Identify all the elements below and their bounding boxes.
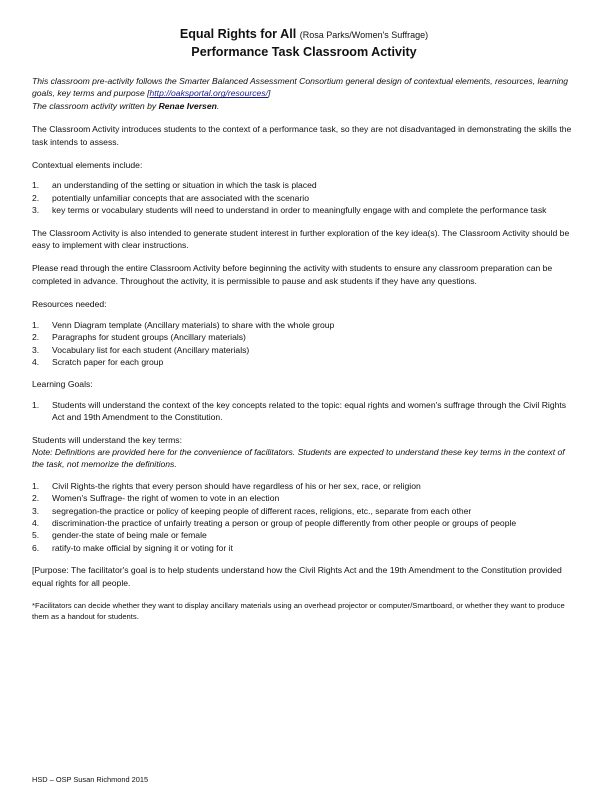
list-number: 6. [32, 542, 40, 553]
list-item [32, 319, 576, 331]
purpose-paragraph: [Purpose: The facilitator's goal is to help students understand how the Civil Rights Act and the 19th Amendment to the Constitution provided equal rights for all people. [32, 565, 562, 588]
list-number: 3. [32, 344, 40, 355]
read-through-paragraph: Please read through the entire Classroom Activity before beginning the activity with students to ensure any classroom preparation can be completed in advance. Throughout the activity, it is permissible to pause and ask students if they have any questions. [32, 263, 553, 286]
list-text: ratify-to make official by signing it or voting for it [52, 542, 233, 553]
title-subtitle: (Rosa Parks/Women's Suffrage) [299, 30, 429, 40]
list-text: discrimination-the practice of unfairly treating a person or group of people differently from other people or groups of people [52, 517, 517, 528]
list-text: Vocabulary list for each student (Ancillary materials) [52, 344, 250, 355]
interest-paragraph: The Classroom Activity is also intended to generate student interest in further exploration of the key idea(s). The Classroom Activity should be easy to implement with clear instructions. [32, 227, 570, 251]
list-item [32, 492, 576, 504]
list-text: segregation-the practice or policy of keeping people of different races, religions, etc., separate from each other [52, 505, 472, 516]
intro-bracket: ] [267, 88, 271, 99]
list-text: an understanding of the setting or situation in which the task is placed [52, 180, 317, 191]
list-text: potentially unfamiliar concepts that are associated with the scenario [52, 192, 309, 203]
list-item [32, 179, 576, 191]
list-number: 3. [32, 505, 40, 516]
list-item [32, 517, 576, 529]
list-number: 1. [32, 319, 40, 330]
facilitator-note: *Facilitators can decide whether they want to display ancillary materials using an overhead projector or computer/Smartboard, or whether they want to produce them as a handout for students. [32, 601, 565, 621]
list-item [32, 399, 576, 424]
list-number: 1. [32, 180, 40, 191]
list-item [32, 529, 576, 541]
contextual-heading: Contextual elements include: [32, 160, 143, 171]
list-number: 1. [32, 480, 40, 491]
resources-list [32, 319, 576, 369]
page-footer: HSD – OSP Susan Richmond 2015 [32, 775, 149, 784]
learning-goals-heading: Learning Goals: [32, 379, 93, 390]
key-terms-note: Note: Definitions are provided here for the convenience of facilitators. Students are expected to understand these key terms in the context of the task, not memorize the definitions. [32, 446, 565, 470]
key-terms-list [32, 480, 576, 554]
page-title-line2: Performance Task Classroom Activity [191, 45, 417, 59]
intro-text: This classroom pre-activity follows the Smarter Balanced Assessment Consortium general design of contextual elements, resources, learning goals, key terms and purpose [ [32, 76, 569, 99]
list-number: 1. [32, 399, 40, 410]
list-number: 5. [32, 530, 40, 541]
list-text: Women's Suffrage- the right of women to vote in an election [52, 493, 280, 504]
list-item [32, 204, 576, 216]
author-name: Renae Iversen [158, 100, 217, 111]
list-item [32, 192, 576, 204]
list-text: Paragraphs for student groups (Ancillary materials) [52, 332, 246, 343]
list-text: Venn Diagram template (Ancillary materials) to share with the whole group [52, 319, 335, 330]
list-item [32, 480, 576, 492]
key-terms-heading: Students will understand the key terms: [32, 434, 182, 445]
list-item [32, 344, 576, 356]
page-title [32, 26, 576, 44]
list-number: 2. [32, 332, 40, 343]
document-page [32, 26, 576, 633]
learning-goals-list [32, 399, 576, 424]
resources-heading: Resources needed: [32, 299, 107, 310]
resources-link[interactable]: http://oaksportal.org/resources/ [149, 88, 268, 99]
author-prefix: The classroom activity written by [32, 100, 159, 111]
list-number: 4. [32, 356, 40, 367]
list-text: Students will understand the context of the key concepts related to the topic: equal rights and women's suffrage through the Civil Rights Act and 19th Amendment to the Constitution. [52, 399, 567, 423]
author-suffix: . [216, 100, 220, 111]
list-item [32, 505, 576, 517]
list-text: Scratch paper for each group [52, 356, 164, 367]
list-item [32, 542, 576, 554]
list-number: 2. [32, 192, 40, 203]
intro-paragraph [32, 75, 576, 112]
list-number: 3. [32, 205, 40, 216]
list-item [32, 356, 576, 368]
intro-context-paragraph: The Classroom Activity introduces students to the context of a performance task, so they are not disadvantaged in demonstrating the skills the task intends to assess. [32, 124, 572, 147]
list-item [32, 331, 576, 343]
title-main: Equal Rights for All [179, 27, 297, 41]
contextual-list [32, 179, 576, 216]
list-text: key terms or vocabulary students will need to understand in order to meaningfully engage with and complete the performance task [52, 205, 547, 216]
list-text: gender-the state of being male or female [52, 530, 207, 541]
list-number: 4. [32, 517, 40, 528]
list-number: 2. [32, 493, 40, 504]
list-text: Civil Rights-the rights that every person should have regardless of his or her sex, race, or religion [52, 480, 421, 491]
